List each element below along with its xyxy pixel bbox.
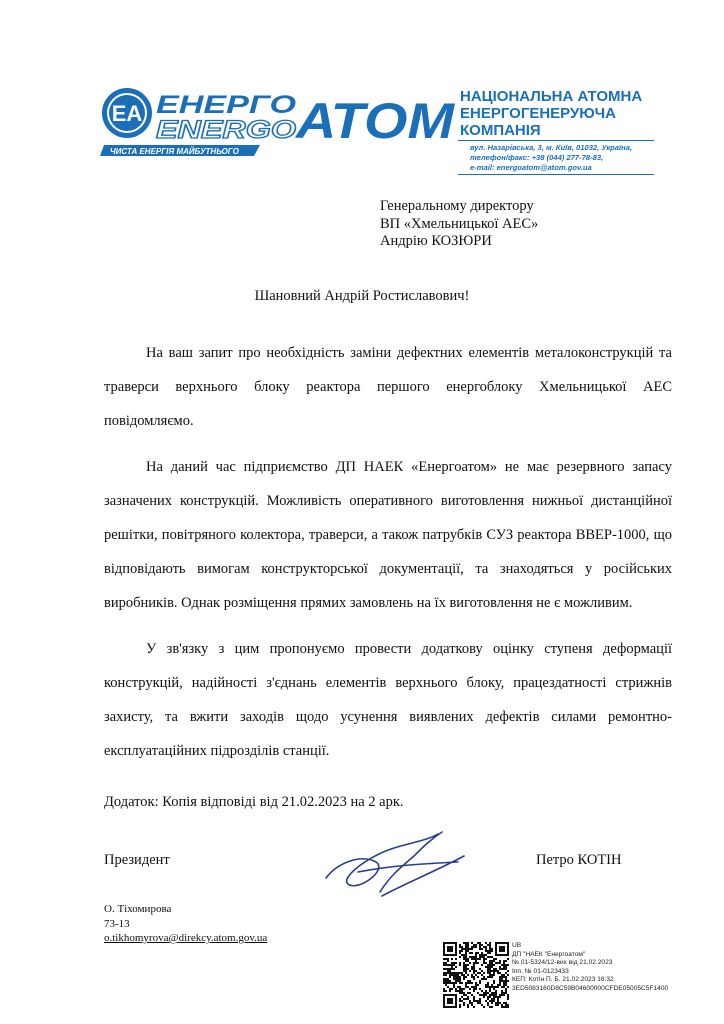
- qr-code: [443, 942, 509, 1008]
- salutation: Шановний Андрій Ростиславович!: [254, 288, 470, 304]
- stamp-line: Іпп. № 01-0123433: [512, 967, 569, 975]
- attachment-note: Додаток: Копія відповіді від 21.02.2023 на 2 арк.: [104, 794, 404, 810]
- executor-name: О. Тіхомирова: [104, 903, 172, 915]
- company-address: вул. Назарівська, 3, м. Київ, 01032, Україна,: [470, 143, 633, 152]
- signatory-name: Петро КОТІН: [536, 852, 622, 868]
- stamp-line: UB: [512, 942, 522, 949]
- logo-word-atom: АТОМ: [293, 93, 456, 149]
- handwritten-signature: [318, 826, 468, 906]
- body-paragraph-3: У зв'язку з цим пропонуємо провести додаткову оцінку ступеня деформації конструкцій, надійності з'єднань елементів верхнього блоку, працездатності стрижнів захисту, та вжити заходів щодо усунення виявлених дефектів силами ремонтно-експлуатаційних підрозділів станції.: [104, 641, 672, 759]
- company-name-line: ЕНЕРГОГЕНЕРУЮЧА: [460, 105, 616, 122]
- addressee-name: Андрію КОЗЮРИ: [380, 233, 492, 249]
- company-email: e-mail: energoatom@atom.gov.ua: [470, 163, 592, 172]
- logo-word-energo-en: ENERGO: [156, 116, 297, 144]
- contacts-divider: [458, 174, 654, 175]
- body-paragraph-2: На даний час підприємство ДП НАЕК «Енергоатом» не має резервного запасу зазначених конструкцій. Можливість оперативного виготовлення нижньої дистанційної решітки, повітряного колектора, траверси, а також патрубків СУЗ реактора ВВЕР-1000, що відповідають вимогам конструкторської документації, та знаходяться у російських виробників. Однак розміщення прямих замовлень на їх виготовлення не є можливим.: [104, 459, 672, 611]
- executor-email-link[interactable]: o.tikhomyrova@direkcy.atom.gov.ua: [104, 932, 268, 944]
- body-paragraph-1: На ваш запит про необхідність заміни дефектних елементів металоконструкцій та траверси верхнього блоку реактора першого енергоблоку Хмельницької АЕС повідомляємо.: [104, 345, 672, 429]
- addressee-block: [380, 198, 538, 251]
- energoatom-logo: [100, 86, 456, 160]
- addressee-position: Генеральному директору: [380, 198, 534, 214]
- signatory-title: Президент: [104, 852, 170, 868]
- company-contacts: [470, 143, 670, 173]
- stamp-line: № 01-5324/12-вих від 21.02.2023: [512, 959, 613, 967]
- company-phone: телефон/факс: +38 (044) 277-78-83,: [470, 153, 604, 162]
- company-name: [460, 88, 690, 139]
- logo-tagline: ЧИСТА ЕНЕРГІЯ МАЙБУТНЬОГО: [110, 147, 239, 156]
- addressee-organization: ВП «Хмельницької АЕС»: [380, 215, 539, 232]
- stamp-line: ДП "НАЕК "Енергоатом": [512, 950, 586, 958]
- executor-block: [104, 902, 267, 946]
- stamp-line: 3ED5083160D8C59B04600000CFDE05005C5F1400: [512, 984, 669, 992]
- executor-phone: 73-13: [104, 917, 130, 930]
- letter-body: [104, 336, 672, 780]
- emblem-letters: ЕА: [111, 101, 143, 126]
- logo-word-energo-ua: ЕНЕРГО: [156, 91, 297, 119]
- company-name-line: КОМПАНІЯ: [460, 122, 541, 139]
- header-divider: [458, 140, 654, 141]
- digital-signature-stamp: [512, 942, 717, 994]
- energoatom-emblem: [102, 88, 152, 138]
- company-name-line: НАЦІОНАЛЬНА АТОМНА: [460, 88, 643, 105]
- stamp-line: КЕП: Котін П. Б. 21.02.2023 16:32: [512, 976, 614, 984]
